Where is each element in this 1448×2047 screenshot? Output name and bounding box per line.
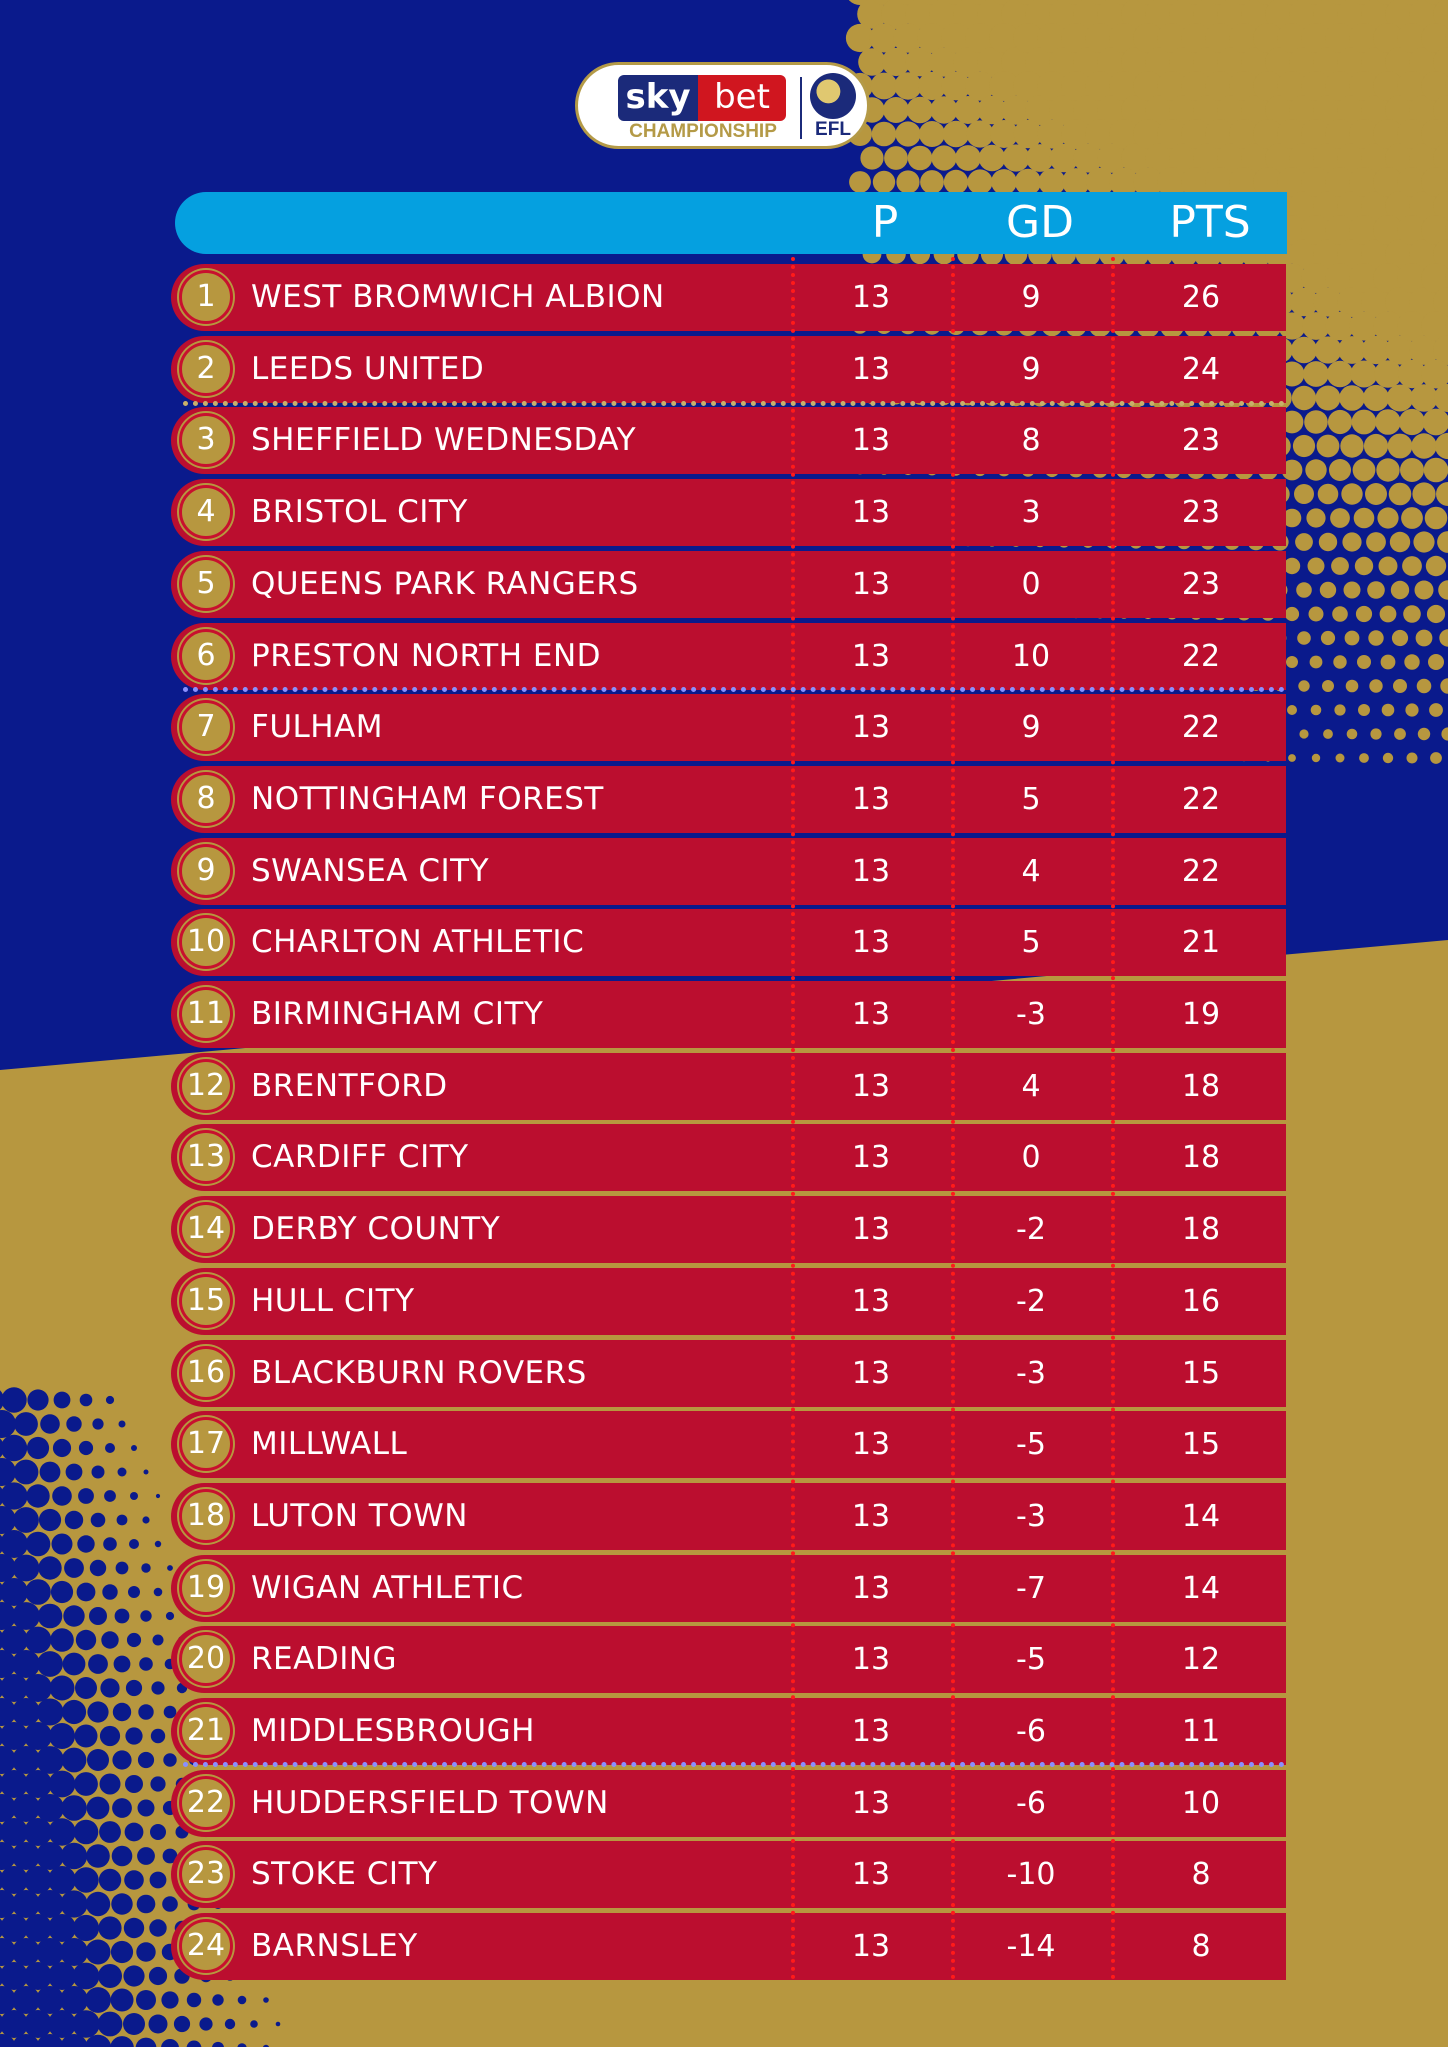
points-value: 10 [1181,1786,1221,1821]
played-value: 13 [851,1212,891,1247]
team-name: HULL CITY [251,1283,415,1319]
played-value: 13 [851,1284,891,1319]
logo-sky-text: sky [618,75,698,121]
position-badge: 20 [179,1632,233,1686]
played-value: 13 [851,280,891,315]
goal-difference-value: 10 [1011,639,1051,674]
played-value: 13 [851,782,891,817]
relegation-line [183,1762,1285,1767]
played-value: 13 [851,1140,891,1175]
column-divider-gd [951,257,955,1981]
team-name: READING [251,1641,398,1677]
team-name: HUDDERSFIELD TOWN [251,1785,609,1821]
goal-difference-value: 4 [1021,1069,1041,1104]
points-value: 23 [1181,567,1221,602]
table-row [171,981,1286,1048]
column-divider-points [1111,257,1115,1981]
position-badge: 16 [179,1346,233,1400]
position-badge: 7 [179,700,233,754]
points-value: 23 [1181,495,1221,530]
team-name: LUTON TOWN [251,1498,468,1534]
goal-difference-value: -3 [1016,1499,1046,1534]
goal-difference-value: -5 [1016,1427,1046,1462]
table-row [171,1196,1286,1263]
table-row [171,1340,1286,1407]
team-name: STOKE CITY [251,1856,438,1892]
team-name: CHARLTON ATHLETIC [251,924,585,960]
table-row [171,1483,1286,1550]
table-row [171,1124,1286,1191]
position-badge: 9 [179,844,233,898]
points-value: 14 [1181,1571,1221,1606]
points-value: 8 [1191,1857,1211,1892]
table-row [171,1770,1286,1837]
position-badge: 17 [179,1417,233,1471]
points-value: 8 [1191,1929,1211,1964]
played-value: 13 [851,925,891,960]
goal-difference-value: 0 [1021,567,1041,602]
position-badge: 19 [179,1561,233,1615]
table-row [171,1626,1286,1693]
points-value: 23 [1181,423,1221,458]
position-badge: 24 [179,1919,233,1973]
table-row [171,623,1286,690]
goal-difference-value: -3 [1016,997,1046,1032]
logo-championship-text: CHAMPIONSHIP [629,121,777,142]
goal-difference-value: 5 [1021,925,1041,960]
position-badge: 12 [179,1059,233,1113]
goal-difference-value: 0 [1021,1140,1041,1175]
team-name: QUEENS PARK RANGERS [251,566,639,602]
team-name: BRENTFORD [251,1068,448,1104]
table-row [171,1555,1286,1622]
goal-difference-value: -3 [1016,1356,1046,1391]
points-value: 12 [1181,1642,1221,1677]
played-value: 13 [851,1427,891,1462]
team-name: CARDIFF CITY [251,1139,469,1175]
played-value: 13 [851,1571,891,1606]
goal-difference-value: -6 [1016,1786,1046,1821]
goal-difference-value: 5 [1021,782,1041,817]
points-value: 22 [1181,710,1221,745]
team-name: FULHAM [251,709,384,745]
header-points: PTS [1169,197,1251,248]
position-badge: 6 [179,629,233,683]
goal-difference-value: 8 [1021,423,1041,458]
table-row [171,1053,1286,1120]
points-value: 15 [1181,1427,1221,1462]
position-badge: 18 [179,1489,233,1543]
table-row [171,479,1286,546]
points-value: 19 [1181,997,1221,1032]
points-value: 24 [1181,352,1221,387]
position-badge: 14 [179,1202,233,1256]
points-value: 21 [1181,925,1221,960]
goal-difference-value: -6 [1016,1714,1046,1749]
played-value: 13 [851,423,891,458]
goal-difference-value: 9 [1021,280,1041,315]
points-value: 22 [1181,854,1221,889]
team-name: BRISTOL CITY [251,494,468,530]
played-value: 13 [851,495,891,530]
goal-difference-value: 9 [1021,710,1041,745]
position-badge: 1 [179,270,233,324]
played-value: 13 [851,1499,891,1534]
points-value: 18 [1181,1140,1221,1175]
playoff-line [183,687,1285,692]
team-name: SWANSEA CITY [251,853,490,889]
header-goal-difference: GD [1006,197,1074,248]
table-row [171,551,1286,618]
table-row [171,1841,1286,1908]
team-name: MILLWALL [251,1426,408,1462]
column-divider-played [791,257,795,1981]
goal-difference-value: -7 [1016,1571,1046,1606]
goal-difference-value: -2 [1016,1212,1046,1247]
points-value: 14 [1181,1499,1221,1534]
position-badge: 4 [179,485,233,539]
team-name: WEST BROMWICH ALBION [251,279,665,315]
table-row [171,1268,1286,1335]
played-value: 13 [851,854,891,889]
team-name: BLACKBURN ROVERS [251,1355,587,1391]
table-row [171,909,1286,976]
team-name: LEEDS UNITED [251,351,485,387]
goal-difference-value: 3 [1021,495,1041,530]
logo-divider [800,77,802,139]
table-row [171,694,1286,761]
table-row [171,1698,1286,1765]
table-row [171,1411,1286,1478]
goal-difference-value: -14 [1006,1929,1056,1964]
position-badge: 23 [179,1847,233,1901]
played-value: 13 [851,1642,891,1677]
played-value: 13 [851,567,891,602]
table-row [171,264,1286,331]
goal-difference-value: -5 [1016,1642,1046,1677]
goal-difference-value: -10 [1006,1857,1056,1892]
points-value: 22 [1181,782,1221,817]
played-value: 13 [851,352,891,387]
team-name: NOTTINGHAM FOREST [251,781,604,817]
logo-bet-text: bet [698,75,786,121]
position-badge: 8 [179,772,233,826]
team-name: WIGAN ATHLETIC [251,1570,524,1606]
table-header [175,192,1287,254]
position-badge: 11 [179,987,233,1041]
played-value: 13 [851,997,891,1032]
table-row [171,336,1286,403]
points-value: 26 [1181,280,1221,315]
points-value: 22 [1181,639,1221,674]
points-value: 18 [1181,1212,1221,1247]
points-value: 11 [1181,1714,1221,1749]
played-value: 13 [851,639,891,674]
team-name: BARNSLEY [251,1928,418,1964]
team-name: BIRMINGHAM CITY [251,996,544,1032]
automatic-promotion-line [183,401,1285,406]
sky-bet-championship-logo [575,62,870,149]
position-badge: 21 [179,1704,233,1758]
efl-ball-icon [810,73,856,119]
position-badge: 13 [179,1130,233,1184]
played-value: 13 [851,1069,891,1104]
points-value: 18 [1181,1069,1221,1104]
position-badge: 3 [179,413,233,467]
table-row [171,407,1286,474]
header-played: P [871,197,899,248]
goal-difference-value: 4 [1021,854,1041,889]
team-name: SHEFFIELD WEDNESDAY [251,422,637,458]
played-value: 13 [851,1786,891,1821]
goal-difference-value: 9 [1021,352,1041,387]
team-name: MIDDLESBROUGH [251,1713,535,1749]
position-badge: 5 [179,557,233,611]
table-row [171,1913,1286,1980]
position-badge: 15 [179,1274,233,1328]
played-value: 13 [851,710,891,745]
logo-efl-text: EFL [815,119,851,140]
goal-difference-value: -2 [1016,1284,1046,1319]
table-row [171,766,1286,833]
position-badge: 22 [179,1776,233,1830]
played-value: 13 [851,1356,891,1391]
position-badge: 10 [179,915,233,969]
points-value: 15 [1181,1356,1221,1391]
played-value: 13 [851,1929,891,1964]
table-row [171,838,1286,905]
position-badge: 2 [179,342,233,396]
played-value: 13 [851,1714,891,1749]
team-name: PRESTON NORTH END [251,638,601,674]
points-value: 16 [1181,1284,1221,1319]
team-name: DERBY COUNTY [251,1211,501,1247]
played-value: 13 [851,1857,891,1892]
